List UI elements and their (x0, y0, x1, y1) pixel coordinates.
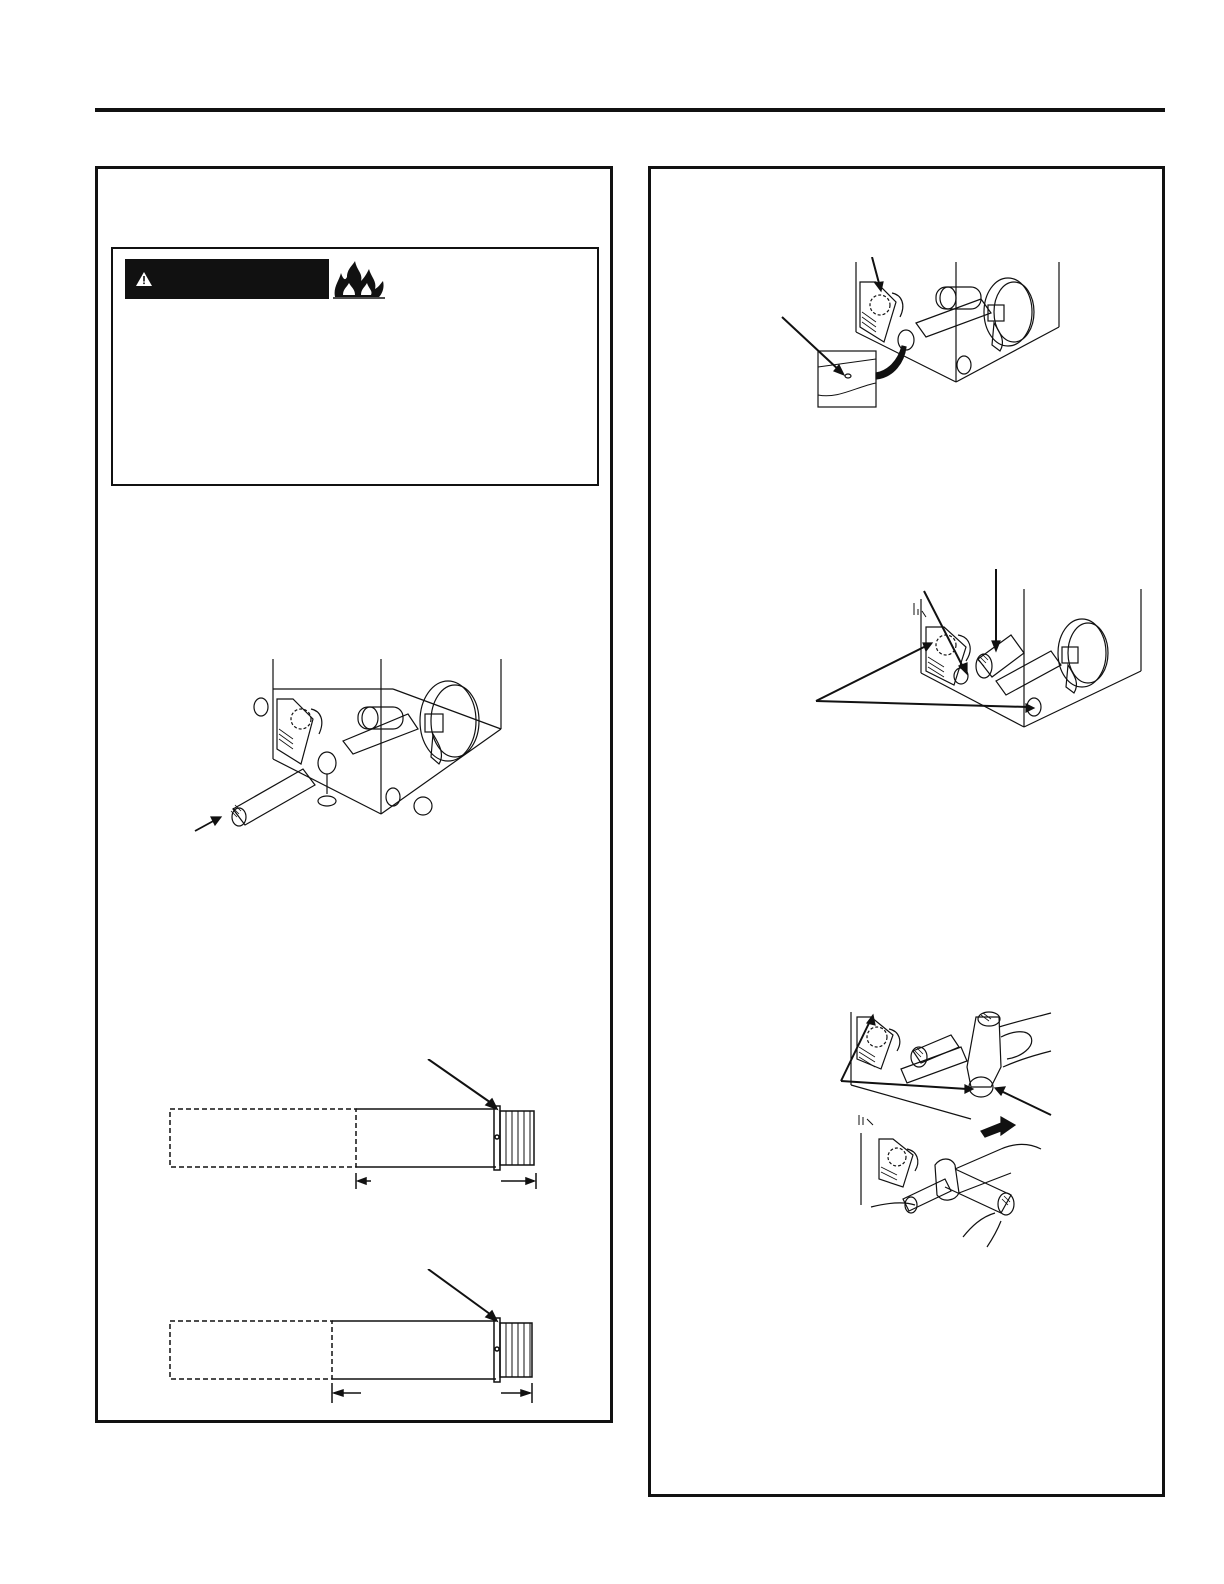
duct-slide-figure (851, 1109, 1051, 1249)
fire-hazard-icon (329, 259, 387, 299)
right-instruction-panel (648, 166, 1165, 1497)
dryer-vent-removal-figure (193, 659, 513, 849)
dryer-duct-install-figure (806, 561, 1146, 733)
warning-triangle-icon (135, 271, 153, 287)
elbow-attach-figure (831, 1007, 1071, 1125)
warning-box (111, 247, 599, 486)
exhaust-duct-cut-figure-1 (166, 1059, 546, 1189)
left-instruction-panel (95, 166, 613, 1423)
exhaust-duct-cut-figure-2 (166, 1269, 546, 1409)
dryer-cabinet-detail-figure (776, 257, 1076, 412)
warning-banner (125, 259, 329, 299)
header-rule (95, 108, 1165, 112)
